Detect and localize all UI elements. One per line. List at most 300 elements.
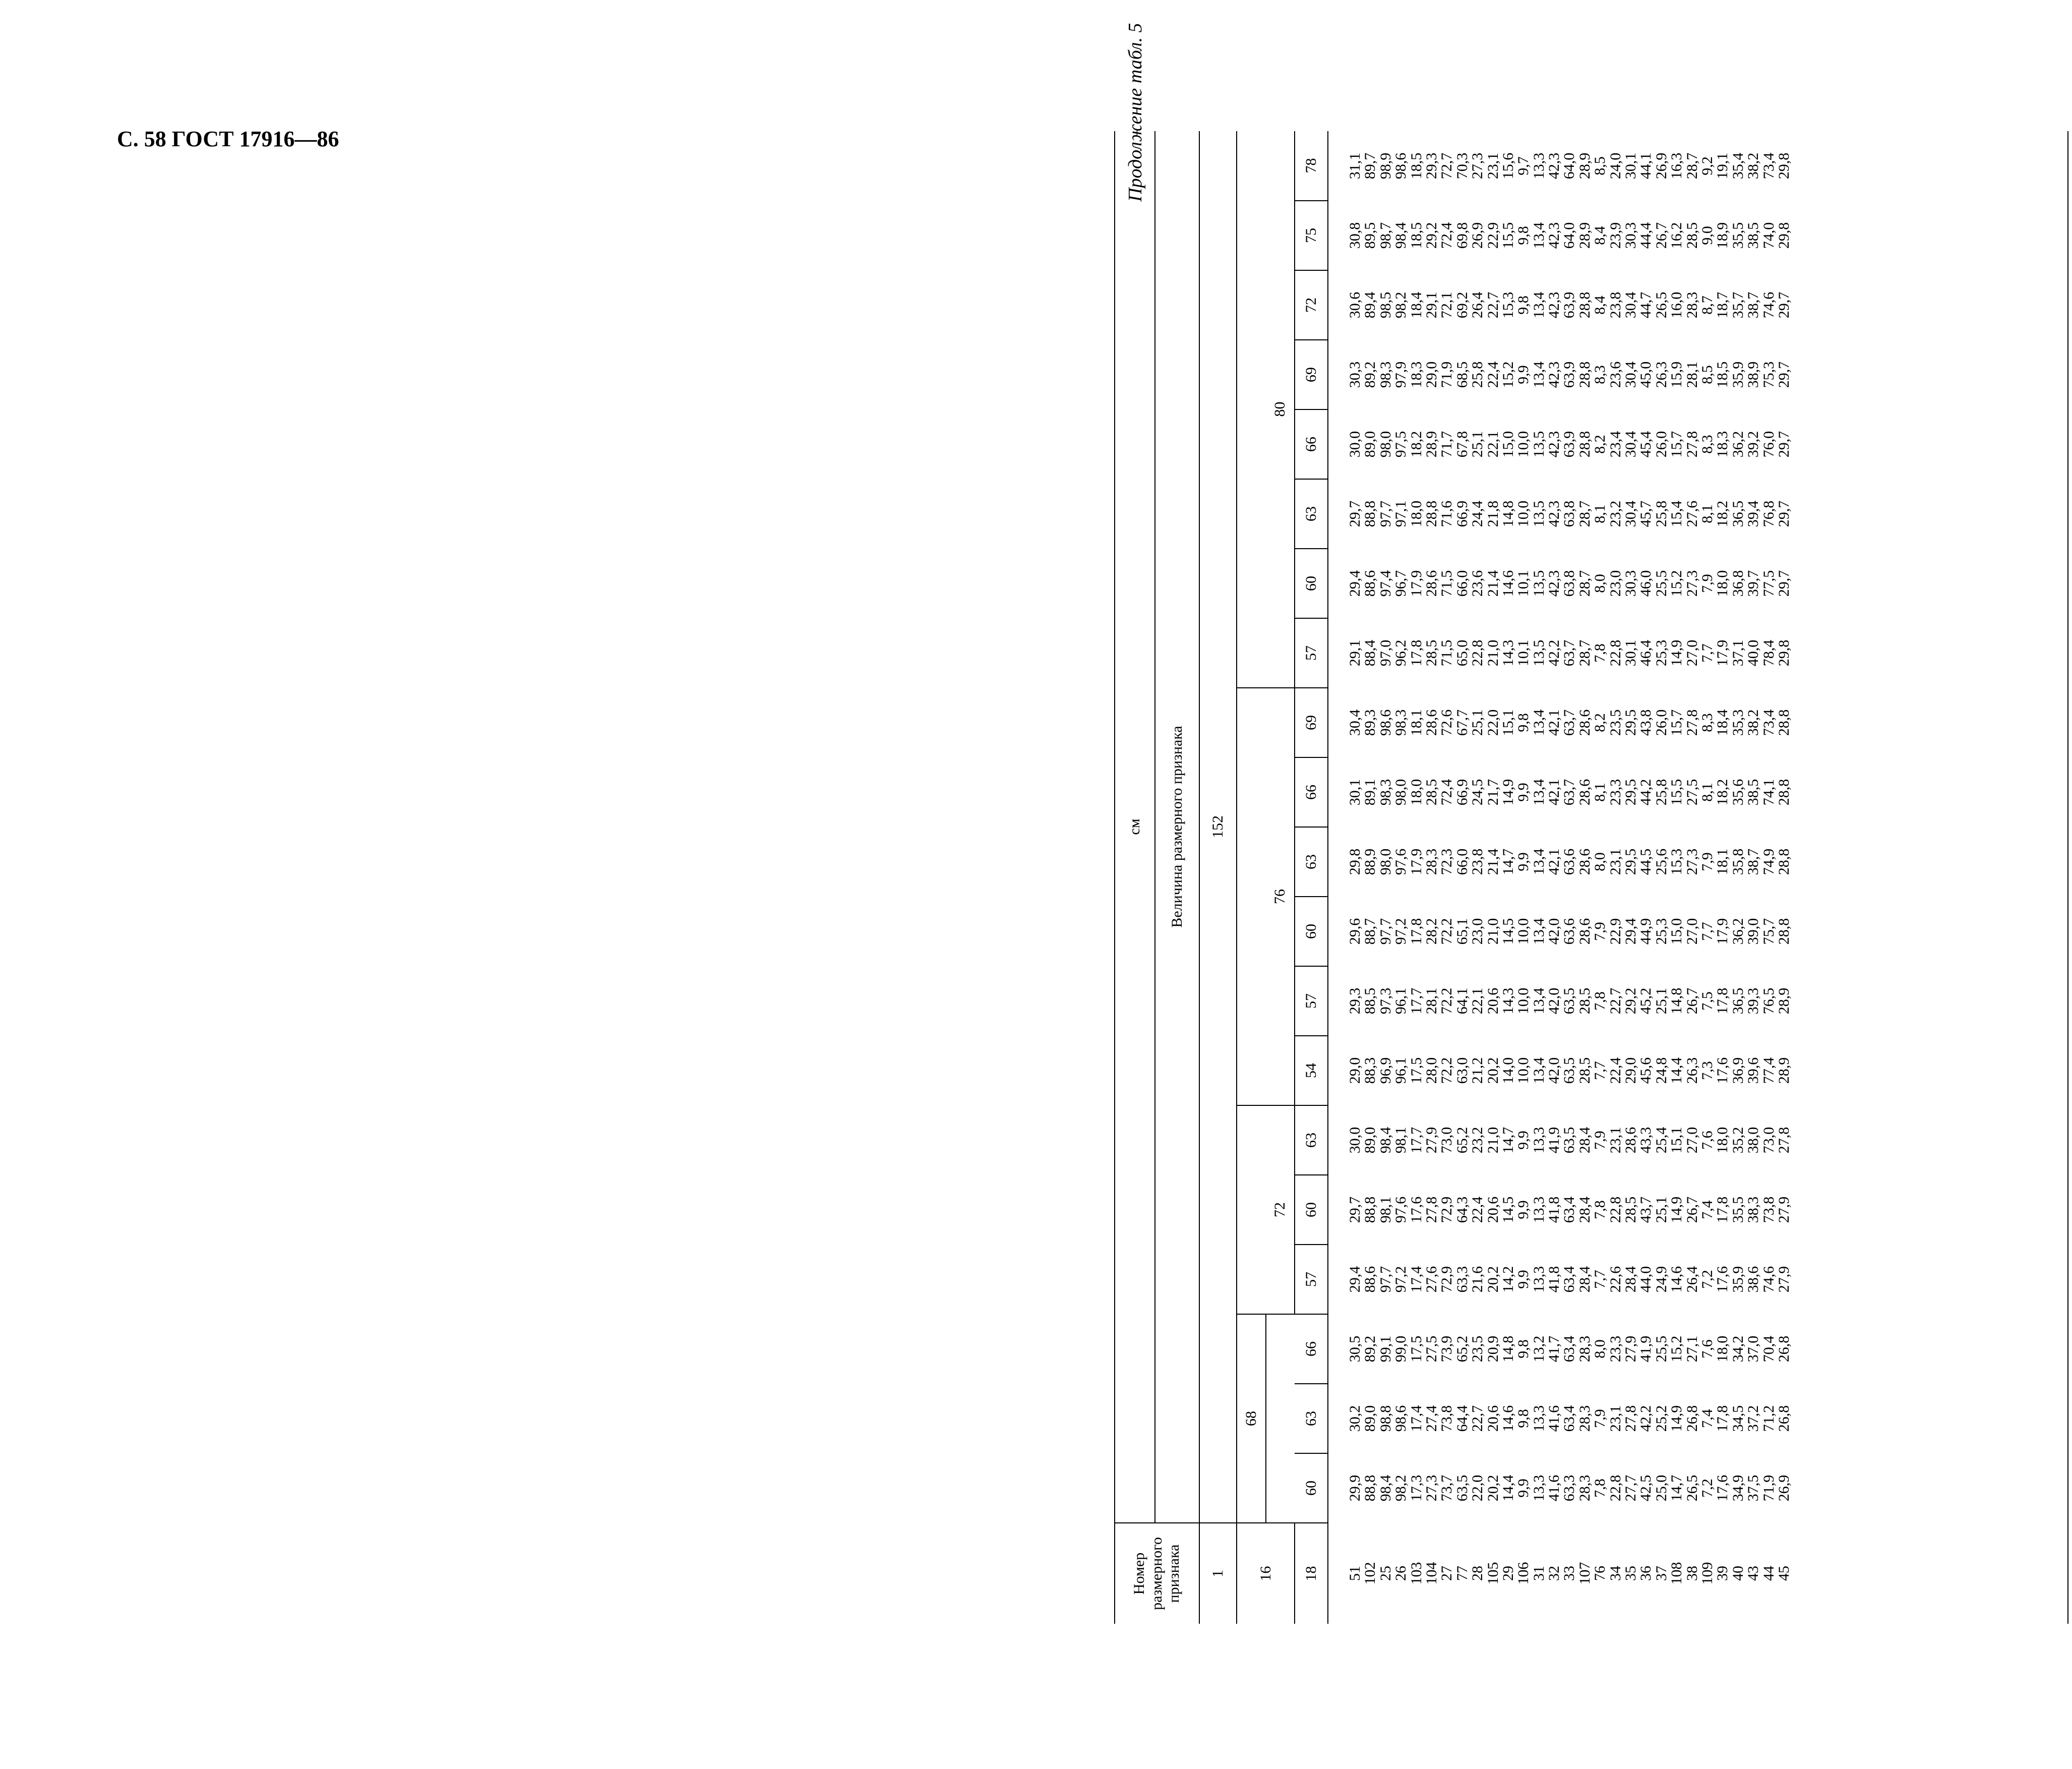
value-cell: 13,3: [1530, 1405, 1547, 1432]
value-cell: 30,4: [1622, 500, 1639, 527]
value-cell: 14,9: [1499, 779, 1516, 806]
value-cell: 63,4: [1561, 1335, 1578, 1363]
header-level3: 63: [1295, 1105, 1328, 1175]
value-cell: 23,2: [1607, 500, 1624, 527]
value-cell: 98,1: [1392, 1127, 1410, 1154]
value-cell: 31,1: [1347, 152, 1363, 180]
value-cell: 97,4: [1377, 570, 1394, 597]
value-cell: 97,7: [1377, 918, 1394, 945]
value-cell: 23,1: [1607, 848, 1624, 875]
value-cell: 38,2: [1745, 152, 1762, 180]
value-cell: 25,5: [1653, 1335, 1670, 1363]
value-cell: 29,1: [1423, 291, 1440, 319]
value-cell: 22,4: [1469, 1196, 1486, 1223]
value-cell: 28,5: [1423, 779, 1440, 806]
value-column: [1328, 1384, 2068, 1453]
value-cell: 17,7: [1408, 1127, 1425, 1154]
value-cell: 38,6: [1745, 1266, 1762, 1293]
value-cell: 97,0: [1377, 639, 1394, 667]
value-cell: 38,9: [1745, 361, 1762, 388]
value-column: [1328, 1453, 2068, 1523]
value-cell: 24,9: [1653, 1266, 1670, 1293]
value-cell: 25,1: [1469, 709, 1486, 736]
feature-number-cell: 44: [1760, 1566, 1777, 1581]
value-cell: 28,8: [1576, 431, 1593, 458]
value-cell: 26,0: [1653, 431, 1670, 458]
value-cell: 13,4: [1530, 222, 1547, 249]
value-cell: 14,4: [1499, 1475, 1516, 1502]
value-cell: 15,0: [1668, 918, 1685, 945]
value-cell: 30,8: [1347, 222, 1363, 249]
value-cell: 14,7: [1499, 1127, 1516, 1154]
value-cell: 21,0: [1484, 1127, 1501, 1154]
value-cell: 17,8: [1714, 987, 1731, 1015]
value-cell: 34,9: [1729, 1475, 1746, 1502]
size-table: [1114, 131, 2068, 1624]
value-cell: 22,9: [1607, 918, 1624, 945]
value-cell: 26,8: [1775, 1405, 1792, 1432]
header-level2-80: 80: [1266, 131, 1295, 688]
header-level3: 63: [1295, 1384, 1328, 1453]
value-cell: 18,9: [1714, 222, 1731, 249]
value-cell: 89,7: [1362, 152, 1379, 180]
value-cell: 22,8: [1607, 1475, 1624, 1502]
value-cell: 27,6: [1423, 1266, 1440, 1293]
value-cell: 27,8: [1683, 431, 1700, 458]
value-cell: 13,3: [1530, 1127, 1547, 1154]
value-cell: 63,6: [1561, 918, 1578, 945]
value-cell: 77,5: [1760, 570, 1777, 597]
value-cell: 29,8: [1775, 152, 1792, 180]
value-cell: 8,0: [1592, 1339, 1609, 1359]
value-cell: 7,9: [1698, 574, 1716, 593]
value-cell: 66,0: [1453, 570, 1471, 597]
value-cell: 37,1: [1729, 639, 1746, 667]
value-cell: 35,5: [1729, 1196, 1746, 1223]
value-cell: 41,6: [1546, 1475, 1563, 1502]
value-cell: 35,5: [1729, 222, 1746, 249]
row-label-1: 1: [1199, 1523, 1237, 1624]
header-level2-76: 76: [1266, 688, 1295, 1105]
value-cell: 17,9: [1714, 639, 1731, 667]
value-cell: 18,1: [1408, 709, 1425, 736]
value-cell: 23,3: [1607, 1335, 1624, 1363]
value-cell: 30,6: [1347, 291, 1363, 319]
value-cell: 97,3: [1377, 987, 1394, 1015]
header-level3: 60: [1295, 1175, 1328, 1245]
value-cell: 29,4: [1347, 1266, 1363, 1293]
value-cell: 28,6: [1576, 779, 1593, 806]
value-cell: 15,1: [1668, 1127, 1685, 1154]
value-cell: 98,3: [1377, 361, 1394, 388]
value-cell: 71,6: [1438, 500, 1455, 527]
value-cell: 41,8: [1546, 1266, 1563, 1293]
value-cell: 13,4: [1530, 361, 1547, 388]
value-cell: 9,9: [1515, 1270, 1532, 1289]
value-cell: 98,6: [1377, 709, 1394, 736]
value-cell: 18,3: [1408, 361, 1425, 388]
value-cell: 7,2: [1698, 1270, 1716, 1289]
value-cell: 89,0: [1362, 1405, 1379, 1432]
value-cell: 42,3: [1546, 222, 1563, 249]
value-column: [1328, 1105, 2068, 1175]
value-cell: 18,2: [1408, 431, 1425, 458]
value-cell: 17,6: [1714, 1057, 1731, 1084]
value-cell: 30,1: [1622, 152, 1639, 180]
value-cell: 34,5: [1729, 1405, 1746, 1432]
value-cell: 7,9: [1592, 1409, 1609, 1428]
value-cell: 23,6: [1469, 570, 1486, 597]
feature-number-cell: 36: [1637, 1566, 1655, 1581]
value-cell: 14,9: [1668, 1405, 1685, 1432]
page-header: С. 58 ГОСТ 17916—86: [117, 127, 339, 151]
feature-number-cell: 106: [1515, 1562, 1532, 1585]
value-cell: 69,8: [1453, 222, 1471, 249]
value-cell: 18,5: [1408, 152, 1425, 180]
value-cell: 8,3: [1592, 365, 1609, 384]
value-cell: 25,8: [1653, 500, 1670, 527]
header-level3: 72: [1295, 270, 1328, 340]
value-cell: 15,3: [1499, 291, 1516, 319]
value-cell: 17,8: [1408, 639, 1425, 667]
value-cell: 29,7: [1775, 570, 1792, 597]
value-cell: 13,3: [1530, 1196, 1547, 1223]
value-cell: 73,0: [1760, 1127, 1777, 1154]
value-cell: 27,8: [1683, 709, 1700, 736]
value-cell: 75,3: [1760, 361, 1777, 388]
value-cell: 70,3: [1453, 152, 1471, 180]
value-cell: 76,8: [1760, 500, 1777, 527]
value-cell: 39,0: [1745, 918, 1762, 945]
value-cell: 35,2: [1729, 1127, 1746, 1154]
value-cell: 20,2: [1484, 1475, 1501, 1502]
value-cell: 63,9: [1561, 361, 1578, 388]
value-cell: 8,5: [1698, 365, 1716, 384]
value-cell: 24,8: [1653, 1057, 1670, 1084]
value-cell: 37,2: [1745, 1405, 1762, 1432]
value-cell: 18,0: [1714, 1127, 1731, 1154]
value-cell: 42,3: [1546, 291, 1563, 319]
value-cell: 17,4: [1408, 1405, 1425, 1432]
value-cell: 27,8: [1622, 1405, 1639, 1432]
value-cell: 26,8: [1775, 1335, 1792, 1363]
value-cell: 13,4: [1530, 291, 1547, 319]
value-cell: 20,6: [1484, 987, 1501, 1015]
value-cell: 63,7: [1561, 779, 1578, 806]
value-cell: 71,5: [1438, 570, 1455, 597]
value-cell: 7,7: [1698, 643, 1716, 663]
value-cell: 27,5: [1683, 779, 1700, 806]
value-cell: 15,6: [1499, 152, 1516, 180]
value-cell: 13,2: [1530, 1335, 1547, 1363]
value-cell: 98,0: [1377, 848, 1394, 875]
header-level3: 57: [1295, 966, 1328, 1036]
value-cell: 28,5: [1576, 987, 1593, 1015]
value-cell: 36,9: [1729, 1057, 1746, 1084]
value-cell: 14,9: [1668, 1196, 1685, 1223]
value-cell: 20,6: [1484, 1196, 1501, 1223]
value-cell: 30,0: [1347, 1127, 1363, 1154]
value-cell: 42,3: [1546, 570, 1563, 597]
header-value: Величина размерного признака: [1155, 131, 1199, 1523]
value-cell: 27,9: [1775, 1266, 1792, 1293]
value-cell: 89,2: [1362, 1335, 1379, 1363]
value-cell: 13,4: [1530, 779, 1547, 806]
value-cell: 7,8: [1592, 991, 1609, 1011]
value-cell: 42,5: [1637, 1475, 1655, 1502]
value-cell: 96,2: [1392, 639, 1410, 667]
value-cell: 98,0: [1392, 779, 1410, 806]
value-cell: 29,1: [1347, 639, 1363, 667]
value-cell: 29,4: [1347, 570, 1363, 597]
value-cell: 88,6: [1362, 570, 1379, 597]
value-cell: 13,5: [1530, 570, 1547, 597]
value-cell: 28,8: [1576, 291, 1593, 319]
value-cell: 42,3: [1546, 500, 1563, 527]
value-cell: 25,8: [1653, 779, 1670, 806]
value-cell: 18,7: [1714, 291, 1731, 319]
value-cell: 28,4: [1576, 1127, 1593, 1154]
value-cell: 13,4: [1530, 987, 1547, 1015]
value-cell: 25,2: [1653, 1405, 1670, 1432]
value-cell: 72,9: [1438, 1266, 1455, 1293]
value-cell: 71,9: [1760, 1475, 1777, 1502]
value-cell: 42,1: [1546, 709, 1563, 736]
value-cell: 7,7: [1698, 922, 1716, 941]
value-cell: 45,7: [1637, 500, 1655, 527]
value-cell: 63,9: [1561, 291, 1578, 319]
value-cell: 28,3: [1576, 1475, 1593, 1502]
value-cell: 15,7: [1668, 709, 1685, 736]
value-cell: 16,2: [1668, 222, 1685, 249]
value-cell: 38,5: [1745, 222, 1762, 249]
value-cell: 9,8: [1515, 713, 1532, 732]
value-cell: 10,1: [1515, 570, 1532, 597]
value-cell: 98,0: [1377, 431, 1394, 458]
feature-number-cell: 28: [1469, 1566, 1486, 1581]
value-cell: 96,1: [1392, 1057, 1410, 1084]
value-cell: 63,7: [1561, 639, 1578, 667]
value-cell: 88,4: [1362, 639, 1379, 667]
value-cell: 28,0: [1423, 1057, 1440, 1084]
value-column: [1328, 1314, 2068, 1384]
value-cell: 10,0: [1515, 1057, 1532, 1084]
value-cell: 8,4: [1592, 296, 1609, 315]
value-cell: 14,7: [1499, 848, 1516, 875]
value-cell: 7,9: [1592, 1131, 1609, 1150]
value-cell: 72,6: [1438, 709, 1455, 736]
value-cell: 14,3: [1499, 987, 1516, 1015]
header-level3: 63: [1295, 827, 1328, 897]
value-cell: 27,9: [1775, 1196, 1792, 1223]
value-cell: 89,3: [1362, 709, 1379, 736]
feature-number-cell: 40: [1729, 1566, 1746, 1581]
value-cell: 30,4: [1347, 709, 1363, 736]
value-cell: 13,4: [1530, 918, 1547, 945]
value-cell: 23,0: [1469, 918, 1486, 945]
value-cell: 9,9: [1515, 1479, 1532, 1498]
value-cell: 18,0: [1408, 779, 1425, 806]
header-level3: 78: [1295, 131, 1328, 201]
value-cell: 18,1: [1714, 848, 1731, 875]
header-level3: 69: [1295, 340, 1328, 409]
value-cell: 74,0: [1760, 222, 1777, 249]
value-cell: 23,5: [1469, 1335, 1486, 1363]
value-cell: 28,9: [1775, 1057, 1792, 1084]
value-cell: 38,2: [1745, 709, 1762, 736]
value-cell: 22,7: [1607, 987, 1624, 1015]
value-cell: 29,2: [1423, 222, 1440, 249]
value-cell: 13,3: [1530, 1475, 1547, 1502]
value-cell: 23,8: [1469, 848, 1486, 875]
value-cell: 29,7: [1775, 361, 1792, 388]
value-cell: 30,5: [1347, 1335, 1363, 1363]
value-cell: 29,5: [1622, 779, 1639, 806]
value-cell: 18,0: [1408, 500, 1425, 527]
value-column: [1328, 270, 2068, 340]
value-cell: 10,1: [1515, 639, 1532, 667]
value-cell: 18,3: [1714, 431, 1731, 458]
value-cell: 74,9: [1760, 848, 1777, 875]
value-cell: 89,5: [1362, 222, 1379, 249]
value-cell: 7,2: [1698, 1479, 1716, 1498]
value-column: [1328, 1175, 2068, 1245]
value-cell: 97,5: [1392, 431, 1410, 458]
value-cell: 35,6: [1729, 779, 1746, 806]
value-cell: 15,2: [1668, 570, 1685, 597]
value-cell: 73,4: [1760, 152, 1777, 180]
value-cell: 66,9: [1453, 500, 1471, 527]
value-cell: 9,7: [1515, 156, 1532, 175]
value-cell: 42,1: [1546, 848, 1563, 875]
value-cell: 38,3: [1745, 1196, 1762, 1223]
value-cell: 89,1: [1362, 779, 1379, 806]
value-cell: 63,4: [1561, 1266, 1578, 1293]
value-cell: 29,0: [1347, 1057, 1363, 1084]
value-cell: 43,8: [1637, 709, 1655, 736]
value-cell: 27,1: [1683, 1335, 1700, 1363]
value-cell: 63,9: [1561, 431, 1578, 458]
value-cell: 23,0: [1607, 570, 1624, 597]
value-cell: 44,1: [1637, 152, 1655, 180]
value-cell: 9,8: [1515, 296, 1532, 315]
value-cell: 18,2: [1714, 500, 1731, 527]
value-cell: 98,4: [1377, 1127, 1394, 1154]
value-cell: 42,3: [1546, 361, 1563, 388]
value-cell: 25,1: [1653, 987, 1670, 1015]
value-cell: 39,6: [1745, 1057, 1762, 1084]
value-cell: 39,7: [1745, 570, 1762, 597]
value-cell: 28,1: [1683, 361, 1700, 388]
value-cell: 44,2: [1637, 779, 1655, 806]
value-cell: 27,0: [1683, 639, 1700, 667]
header-level3: 54: [1295, 1036, 1328, 1105]
value-cell: 28,9: [1423, 431, 1440, 458]
header-level3: 57: [1295, 1245, 1328, 1314]
value-cell: 17,7: [1408, 987, 1425, 1015]
value-cell: 44,0: [1637, 1266, 1655, 1293]
value-cell: 10,0: [1515, 431, 1532, 458]
value-cell: 88,7: [1362, 918, 1379, 945]
value-cell: 7,7: [1592, 1270, 1609, 1289]
value-cell: 74,1: [1760, 779, 1777, 806]
value-cell: 27,8: [1775, 1127, 1792, 1154]
feature-number-cell: 39: [1714, 1566, 1731, 1581]
value-cell: 25,5: [1653, 570, 1670, 597]
value-cell: 27,8: [1423, 1196, 1440, 1223]
value-cell: 13,4: [1530, 848, 1547, 875]
feature-number-cell: 105: [1484, 1562, 1501, 1585]
value-cell: 21,7: [1484, 779, 1501, 806]
value-cell: 28,8: [1423, 500, 1440, 527]
value-cell: 71,9: [1438, 361, 1455, 388]
value-cell: 29,5: [1622, 709, 1639, 736]
value-cell: 28,7: [1576, 639, 1593, 667]
value-cell: 14,2: [1499, 1266, 1516, 1293]
value-cell: 63,4: [1561, 1196, 1578, 1223]
header-level3: 63: [1295, 479, 1328, 549]
value-cell: 65,2: [1453, 1127, 1471, 1154]
value-cell: 27,9: [1622, 1335, 1639, 1363]
value-cell: 29,6: [1347, 918, 1363, 945]
value-cell: 7,8: [1592, 1479, 1609, 1498]
value-cell: 14,8: [1499, 500, 1516, 527]
value-cell: 7,5: [1698, 991, 1716, 1011]
value-cell: 18,4: [1408, 291, 1425, 319]
header-level2-68: 68: [1237, 1314, 1266, 1523]
value-cell: 35,9: [1729, 1266, 1746, 1293]
feature-number-cell: 43: [1745, 1566, 1762, 1581]
value-cell: 63,4: [1561, 1405, 1578, 1432]
value-cell: 30,3: [1347, 361, 1363, 388]
value-column: [1328, 897, 2068, 966]
feature-number-cell: 38: [1683, 1566, 1700, 1581]
feature-number-cell: 33: [1561, 1566, 1578, 1581]
value-cell: 23,5: [1607, 709, 1624, 736]
value-cell: 44,5: [1637, 848, 1655, 875]
value-cell: 97,2: [1392, 918, 1410, 945]
value-cell: 28,5: [1423, 639, 1440, 667]
value-cell: 8,1: [1592, 504, 1609, 523]
feature-number-cell: 51: [1347, 1566, 1363, 1581]
value-cell: 20,6: [1484, 1405, 1501, 1432]
value-cell: 27,6: [1683, 500, 1700, 527]
value-cell: 15,5: [1499, 222, 1516, 249]
value-cell: 14,5: [1499, 918, 1516, 945]
value-cell: 97,1: [1392, 500, 1410, 527]
value-cell: 44,9: [1637, 918, 1655, 945]
value-cell: 8,5: [1592, 156, 1609, 175]
value-cell: 97,7: [1377, 1266, 1394, 1293]
value-cell: 23,4: [1607, 431, 1624, 458]
header-level2-gap: [1266, 1314, 1295, 1523]
value-cell: 45,6: [1637, 1057, 1655, 1084]
value-cell: 28,8: [1775, 848, 1792, 875]
value-cell: 65,0: [1453, 639, 1471, 667]
value-cell: 28,8: [1576, 361, 1593, 388]
header-level3: 60: [1295, 897, 1328, 966]
value-cell: 14,7: [1668, 1475, 1685, 1502]
header-unit: см: [1115, 131, 1155, 1523]
value-cell: 72,2: [1438, 987, 1455, 1015]
value-cell: 72,9: [1438, 1196, 1455, 1223]
value-cell: 27,3: [1683, 570, 1700, 597]
value-cell: 13,5: [1530, 431, 1547, 458]
value-cell: 36,8: [1729, 570, 1746, 597]
value-cell: 73,7: [1438, 1475, 1455, 1502]
value-cell: 28,6: [1576, 848, 1593, 875]
value-cell: 7,8: [1592, 1200, 1609, 1219]
